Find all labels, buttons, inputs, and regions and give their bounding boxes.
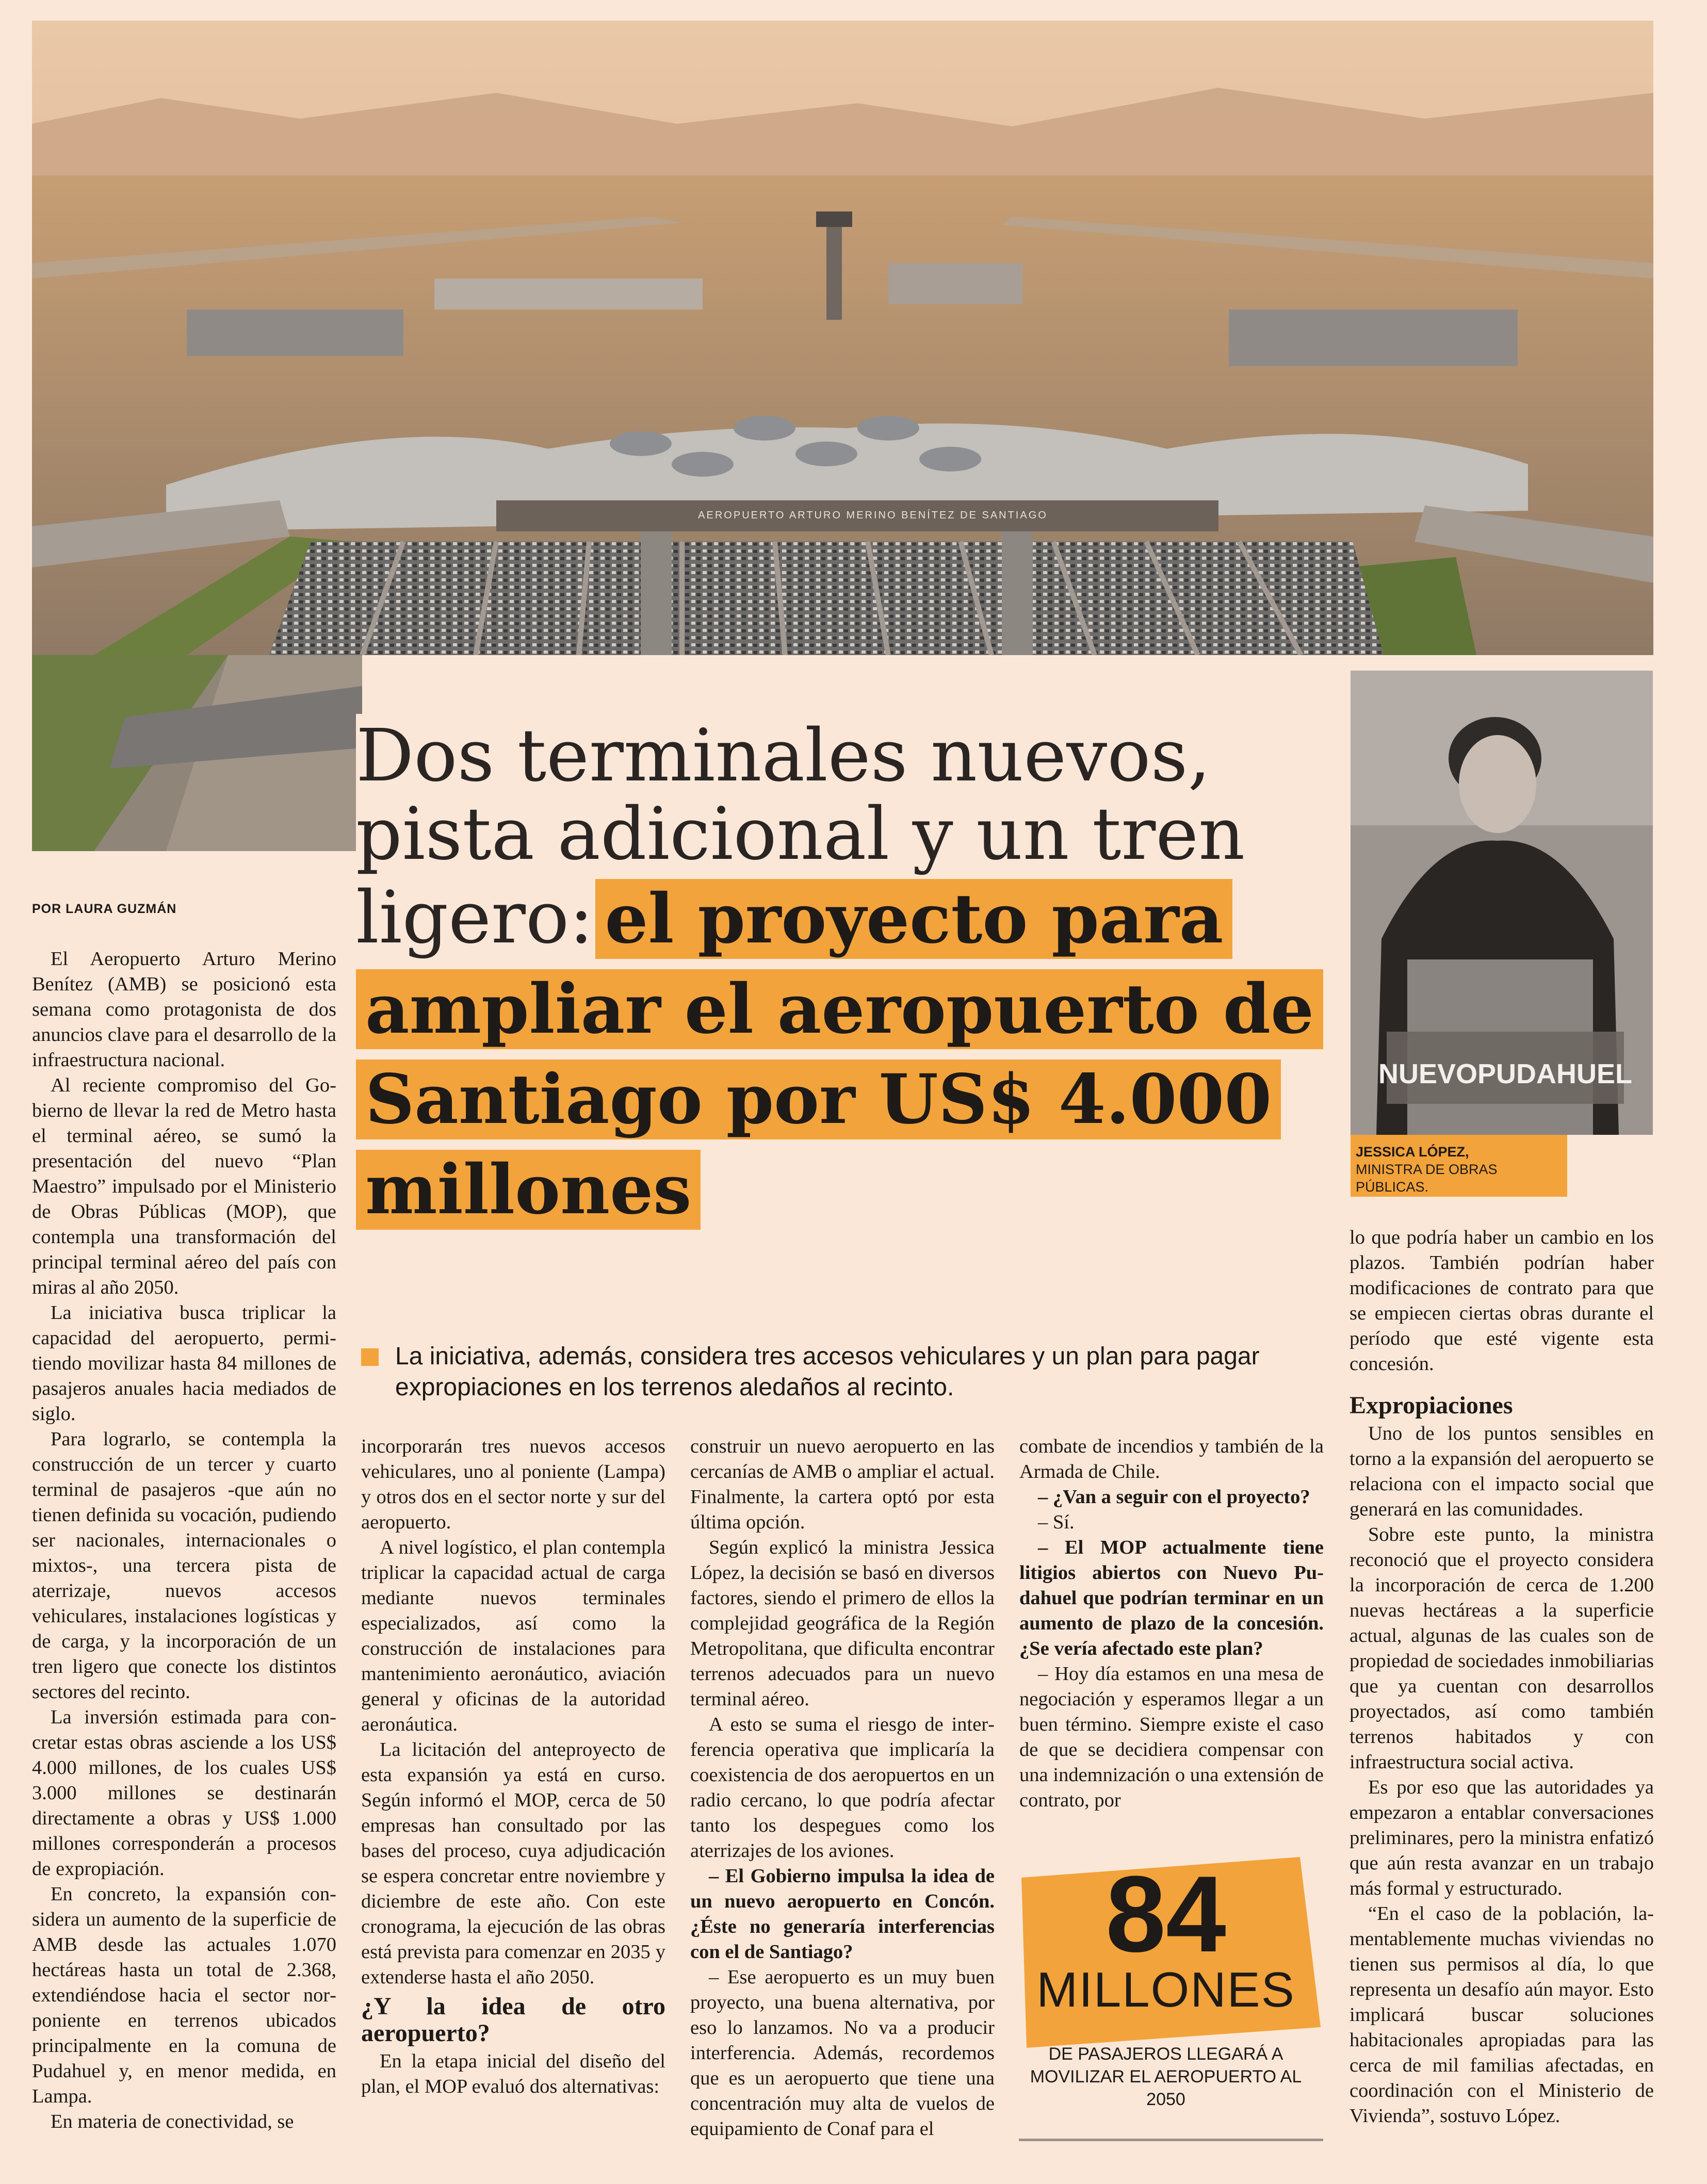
paragraph: A esto se suma el riesgo de interferencia operativa que implicaría la coexistencia de dos aeropuertos en un radio cercano, lo que podría afectar tanto los despegues como los aterrizajes de los aviones.	[690, 1714, 995, 1862]
paragraph: Para lograrlo, se contempla la construcción de un tercer y cuarto terminal de pasajeros -que aún no tienen definida su vocación, pudiendo ser nacionales, internacionales o mixtos-, una tercera pista de aterrizaje, nuevos accesos vehiculares, instalaciones logísticas y de carga, y la incorporación de un tren ligero que conecte los distintos sectores del recinto.	[32, 1428, 336, 1703]
hero-photo-lower-left	[32, 655, 362, 851]
stat-description: DE PASAJEROS LLEGARÁ A MOVILIZAR EL AEROPUERTO AL 2050	[1030, 2044, 1302, 2109]
paragraph: construir un nuevo aeropuerto en las cercanías de AMB o ampliar el actual. Finalmente, la cartera optó por esta última opción.	[690, 1436, 995, 1533]
interview-answer: – Hoy día estamos en una mesa de negociación y esperamos llegar a un buen término. Siempre existe el caso de que se decidiera compensar con una indemnización o una extensión de contrato, por	[1019, 1663, 1324, 1811]
stat-number: 84	[1106, 1853, 1226, 1975]
interview-answer: – Sí.	[1038, 1511, 1075, 1533]
paragraph: En materia de conectividad, se	[51, 2111, 294, 2132]
stat-callout	[1011, 1853, 1321, 2063]
paragraph: Según explicó la ministra Jessica López, la decisión se basó en diversos factores, siendo el primero de ellos la complejidad geográfica de la Región Metropolitana, que dificulta encontrar terrenos adecuados para un nuevo terminal aéreo.	[690, 1537, 995, 1710]
article-column-2	[361, 1434, 665, 2099]
caption-name: JESSICA LÓPEZ,	[1356, 1144, 1469, 1160]
paragraph: Uno de los puntos sensibles en torno a la expansión del aeropuerto se relaciona con el impacto social que generará en las comunidades.	[1350, 1423, 1654, 1520]
paragraph: La inversión estimada para concretar estas obras asciende a los US$ 4.000 millones, de los cuales US$ 3.000 millones se destinarán directamente a obras y US$ 1.000 millones corresponderán a procesos de expropiación.	[32, 1706, 336, 1880]
paragraph: combate de incendios y también de la Armada de Chile.	[1019, 1436, 1324, 1482]
byline: POR LAURA GUZMÁN	[32, 902, 177, 916]
terminal-sign: AEROPUERTO ARTURO MERINO BENÍTEZ DE SANTIAGO	[698, 510, 1048, 521]
paragraph: “En el caso de la población, lamentablemente muchas viviendas no tienen sus permisos al día, lo que representa un desafío aún mayor. Esto implicará buscar soluciones habitacionales apropiadas para las cerca de mil familias afectadas, en coordinación con el Ministerio de Vivienda”, sostuvo López.	[1350, 1903, 1654, 2127]
headline-light: Dos terminales nuevos, pista adicional y un tren ligero:	[356, 714, 1245, 960]
paragraph: Sobre este punto, la ministra reconoció que el proyecto considera la incorporación de cerca de 1.200 nuevas hectáreas a la superficie actual, algunas de las cuales son de propiedad de sociedades inmobiliarias que ya cuentan con desarrollos proyectados, así como también terrenos habitados y con infraestructura social activa.	[1350, 1524, 1654, 1773]
paragraph: lo que podría haber un cambio en los plazos. También podrían haber modificaciones de contrato para que se empiecen ciertas obras durante el período que esté vigente esta concesión.	[1350, 1227, 1654, 1375]
article-column-4	[1019, 1434, 1324, 1813]
paragraph: Al reciente compromiso del Gobierno de llevar la red de Metro hasta el terminal aéreo, se sumó la presentación del nuevo “Plan Maestro” impulsado por el Ministerio de Obras Públicas (MOP), que contempla una transformación del principal terminal aéreo del país con miras al año 2050.	[32, 1074, 336, 1298]
paragraph: La licitación del anteproyecto de esta expansión ya está en curso. Según informó el MOP, cerca de 50 empresas han consultado por las bases del proceso, cuya adjudicación se espera concretar entre noviembre y diciembre de este año. Con este cronograma, la ejecución de las obras está prevista para comenzar en 2035 y extenderse hasta el año 2050.	[361, 1739, 665, 1988]
stat-unit: MILLONES	[1036, 1962, 1295, 2017]
interview-question: – El MOP actualmente tiene litigios abiertos con Nuevo Pudahuel que podrían terminar en un aumento de plazo de la concesión. ¿Se vería afectado este plan?	[1019, 1537, 1324, 1659]
article-column-5	[1350, 1225, 1654, 2129]
photo-caption	[1351, 1135, 1567, 1197]
subheading-text: La iniciativa, además, considera tres accesos vehiculares y un plan para pagar expropiaciones en los terrenos aledaños al recinto.	[395, 1343, 1260, 1401]
interview-question: – El Gobierno impulsa la idea de un nuevo aeropuerto en Concón. ¿Éste no generaría interferencias con el de Santiago?	[690, 1865, 995, 1963]
interview-answer: – Ese aeropuerto es un muy buen proyecto, una buena alternativa, por eso lo lanzamos. No va a producir interferencia. Además, recordemos que es un aeropuerto que tiene una concentración muy alta de vuelos de equipamiento de Conaf para el	[690, 1966, 995, 2140]
paragraph: Es por eso que las autoridades ya empezaron a entablar conversaciones preliminares, pero la ministra enfatizó que aún resta avanzar en un trabajo más formal y estructurado.	[1350, 1776, 1654, 1899]
paragraph: En la etapa inicial del diseño del plan, el MOP evaluó dos alternativas:	[361, 2050, 665, 2097]
article-column-3	[690, 1434, 995, 2142]
paragraph: A nivel logístico, el plan contempla triplicar la capacidad actual de carga mediante nuevos terminales especializados, así como la construcción de instalaciones para mantenimiento aeronáutico, aviación general y oficinas de la autoridad aeronáutica.	[361, 1537, 665, 1735]
interview-question: – ¿Van a seguir con el proyecto?	[1038, 1486, 1310, 1508]
paragraph: El Aeropuerto Arturo Merino Benítez (AMB) se posicionó esta semana como protagonista de dos anuncios clave para el desarrollo de la infraestructura nacional.	[32, 948, 336, 1071]
caption-role: MINISTRA DE OBRAS PÚBLICAS.	[1356, 1162, 1498, 1195]
headline-bold: el proyecto para ampliar el aeropuerto de Santiago por US$ 4.000 millones	[356, 879, 1323, 1230]
article-column-1	[32, 947, 336, 2134]
section-heading: ¿Y la idea de otro aeropuerto?	[361, 1993, 665, 2047]
subheading	[361, 1341, 1321, 1403]
hero-photo-airport	[32, 21, 1653, 655]
bullet-square-icon	[361, 1348, 379, 1366]
paragraph: En concreto, la expansión considera un aumento de la superficie de AMB desde las actuales 1.070 hectáreas hasta un total de 2.368, extendiéndose hacia el sector norponiente en terrenos ubicados principalmente en la comuna de Pudahuel y, en menor medida, en Lampa.	[32, 1883, 336, 2107]
paragraph: incorporarán tres nuevos accesos vehiculares, uno al poniente (Lampa) y otros dos en el sector norte y sur del aeropuerto.	[361, 1436, 665, 1533]
podium-logo: NUEVOPUDAHUEL	[1378, 1058, 1633, 1089]
headline	[356, 714, 1326, 1235]
portrait-photo	[1351, 671, 1653, 1135]
section-heading: Expropiaciones	[1350, 1392, 1513, 1419]
paragraph: La iniciativa busca triplicar la capacidad del aeropuerto, permitiendo movilizar hasta 84 millones de pasajeros anuales hacia mediados de siglo.	[32, 1302, 336, 1425]
divider	[1019, 2139, 1323, 2141]
